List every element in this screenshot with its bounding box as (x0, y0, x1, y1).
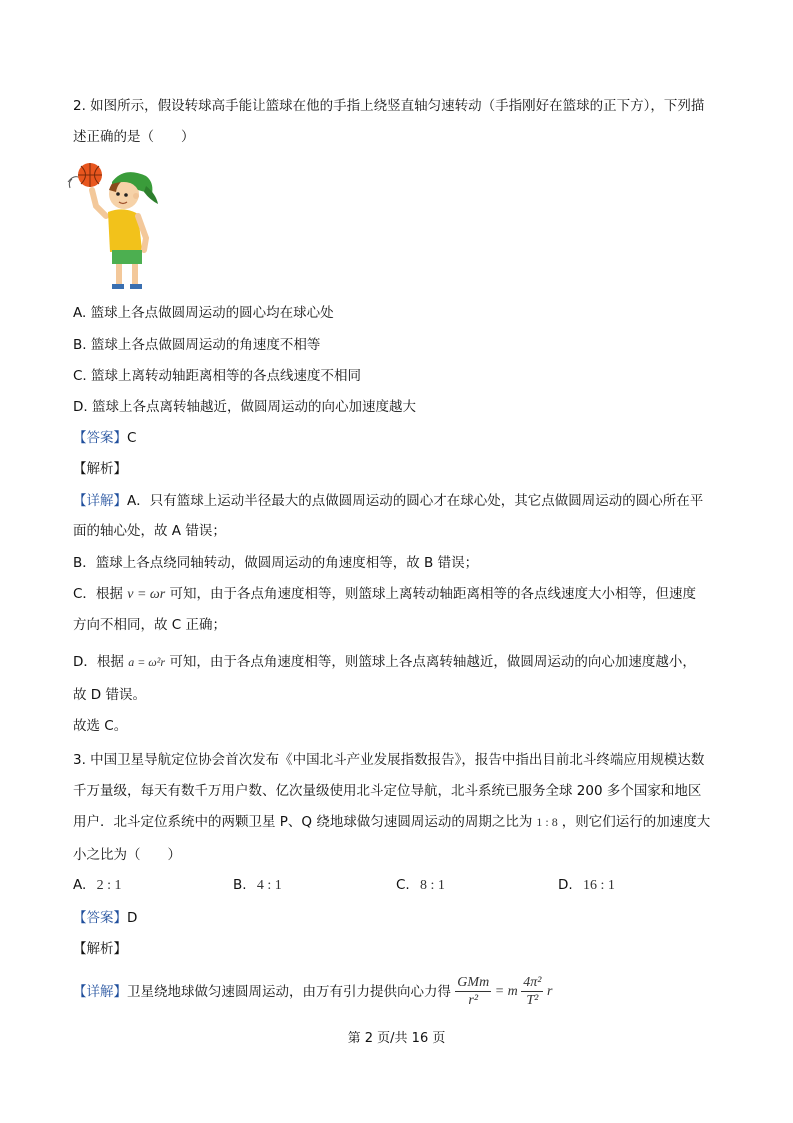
option-value: 4 : 1 (256, 878, 282, 893)
formula-v-omega-r: v = ωr (127, 587, 166, 602)
formula-rhs-den: T² (526, 993, 539, 1009)
formula-rhs-fraction (521, 974, 543, 1009)
q3-option-c (396, 877, 445, 894)
formula-lhs-den: r² (468, 993, 479, 1009)
q3-stem-line3-prefix: 用户．北斗定位系统中的两颗卫星 P、Q 绕地球做匀速圆周运动的周期之比为 (73, 814, 533, 830)
q2-detail-d-line1 (73, 652, 696, 672)
q3-stem-line2: 千万量级，每天有数千万用户数、亿次量级使用北斗定位导航，北斗系统已服务全球 200 多个国家和地区 (73, 783, 702, 799)
q3-analysis-label: 【解析】 (73, 941, 127, 957)
basketball-boy-illustration (66, 160, 166, 292)
q2-detail-c-line1 (73, 584, 696, 605)
answer-value: C (127, 430, 137, 446)
q3-option-b (233, 877, 282, 894)
q2-stem-line2: 述正确的是（ ） (73, 129, 195, 145)
q2-stem-line1: 2. 如图所示，假设转球高手能让篮球在他的手指上绕竖直轴匀速转动（手指刚好在篮球的正下方），下列描 (73, 98, 705, 114)
answer-label: 【答案】 (73, 430, 127, 446)
detail-c-prefix: C．根据 (73, 586, 123, 602)
q2-detail-a-line1 (73, 491, 703, 511)
page-footer: 第 2 页/共 16 页 (347, 1031, 446, 1046)
q3-option-d (558, 877, 615, 894)
q3-option-a (73, 877, 121, 894)
detail-a-text: A．只有篮球上运动半径最大的点做圆周运动的圆心才在球心处，其它点做圆周运动的圆心所在平 (127, 493, 704, 509)
answer-label: 【答案】 (73, 910, 127, 926)
option-value: 16 : 1 (582, 878, 615, 893)
q2-option-b: B. 篮球上各点做圆周运动的角速度不相等 (73, 337, 321, 353)
formula-tail: r (546, 984, 553, 999)
q2-option-a: A. 篮球上各点做圆周运动的圆心均在球心处 (73, 305, 334, 321)
option-letter: A. (73, 877, 87, 893)
answer-value: D (127, 910, 138, 926)
detail-label: 【详解】 (73, 984, 127, 1000)
detail-d-suffix: 可知，由于各点角速度相等，则篮球上各点离转轴越近，做圆周运动的向心加速度越小， (169, 654, 696, 670)
detail-text: 卫星绕地球做匀速圆周运动，由万有引力提供向心力得 (127, 984, 451, 1000)
formula-a-omega2-r: a = ω²r (128, 655, 166, 669)
q2-detail-b: B．篮球上各点绕同轴转动，做圆周运动的角速度相等，故 B 错误； (73, 555, 479, 571)
q2-option-d: D. 篮球上各点离转轴越近，做圆周运动的向心加速度越大 (73, 399, 416, 415)
q3-stem-line3 (73, 812, 710, 832)
q3-detail-line (73, 972, 552, 1012)
q2-analysis-label: 【解析】 (73, 461, 127, 477)
q2-answer (73, 428, 136, 448)
option-letter: D. (558, 877, 573, 893)
q2-detail-c-line2: 方向不相同，故 C 正确； (73, 617, 227, 633)
q3-stem-line3-suffix: ，则它们运行的加速度大 (561, 814, 711, 830)
detail-d-prefix: D．根据 (73, 654, 124, 670)
q2-option-c: C. 篮球上离转动轴距离相等的各点线速度不相同 (73, 368, 362, 384)
formula-lhs-num: GMm (457, 975, 490, 991)
q3-answer (73, 908, 137, 928)
q3-stem-line1: 3. 中国卫星导航定位协会首次发布《中国北斗产业发展指数报告》，报告中指出目前北斗终端应用规模达数 (73, 752, 705, 768)
formula-eq: = m (494, 984, 518, 999)
q2-detail-a-line2: 面的轴心处，故 A 错误； (73, 523, 226, 539)
option-letter: B. (233, 877, 247, 893)
q2-detail-d-line2: 故 D 错误。 (73, 687, 146, 703)
period-ratio: 1 : 8 (536, 815, 558, 829)
q3-stem-line4: 小之比为（ ） (73, 847, 181, 863)
formula-rhs-num: 4π² (523, 975, 542, 991)
option-value: 8 : 1 (420, 878, 445, 893)
detail-c-suffix: 可知，由于各点角速度相等，则篮球上离转动轴距离相等的各点线速度大小相等，但速度 (169, 586, 697, 602)
option-value: 2 : 1 (96, 878, 122, 893)
detail-label: 【详解】 (73, 493, 127, 509)
gravitation-formula (455, 972, 552, 1012)
q2-conclusion: 故选 C。 (73, 718, 128, 734)
formula-lhs-fraction (455, 974, 491, 1009)
option-letter: C. (396, 877, 410, 893)
